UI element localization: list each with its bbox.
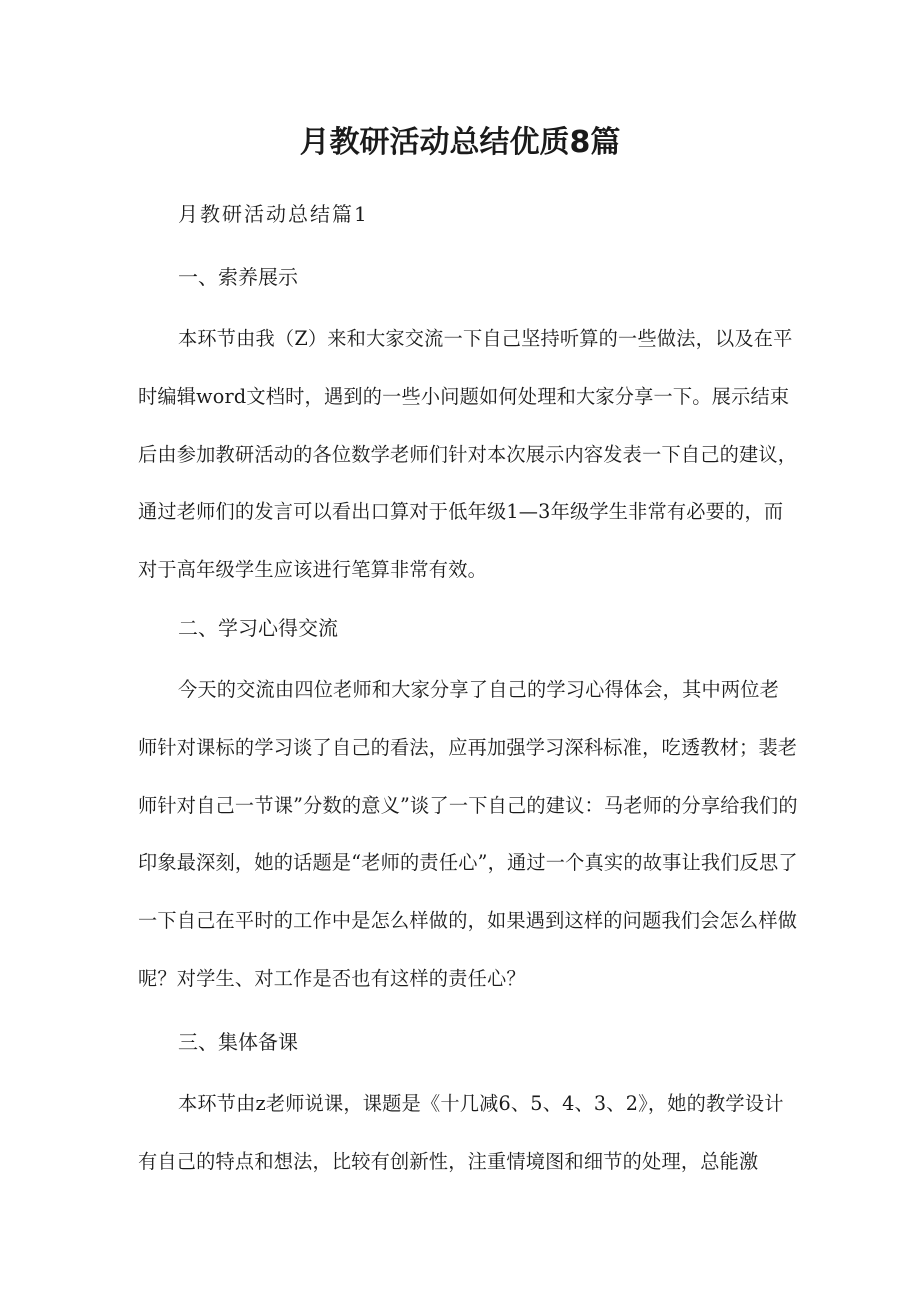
section-heading-3: 三、集体备课 — [178, 1030, 298, 1054]
section-heading-2: 二、学习心得交流 — [178, 616, 338, 640]
article-heading: 月教研活动总结篇1 — [178, 202, 369, 226]
section-3-paragraph: 本环节由z老师说课，课题是《十几减6、5、4、3、2》，她的教学设计有自己的特点和想法，比较有创新性，注重情境图和细节的处理，总能激 — [138, 1092, 784, 1173]
document-title: 月教研活动总结优质8篇 — [299, 125, 621, 160]
section-2-paragraph: 今天的交流由四位老师和大家分享了自己的学习心得体会，其中两位老师针对课标的学习谈了自己的看法，应再加强学习深科标准，吃透教材；裴老师针对自己一节课”分数的意义”谈了一下自己的建议：马老师的分享给我们的印象最深刻，她的话题是“老师的责任心”，通过一个真实的故事让我们反思了一下自己在平时的工作中是怎么样做的，如果遇到这样的问题我们会怎么样做呢？对学生、对工作是否也有这样的责任心？ — [138, 678, 798, 990]
section-1-paragraph: 本环节由我（Z）来和大家交流一下自己坚持听算的一些做法，以及在平时编辑word文档时，遇到的一些小问题如何处理和大家分享一下。展示结束后由参加教研活动的各位数学老师们针对本次展示内容发表一下自己的建议，通过老师们的发言可以看出口算对于低年级1—3年级学生非常有必要的，而对于高年级学生应该进行笔算非常有效。 — [138, 327, 798, 582]
section-heading-1: 一、索养展示 — [178, 265, 298, 289]
